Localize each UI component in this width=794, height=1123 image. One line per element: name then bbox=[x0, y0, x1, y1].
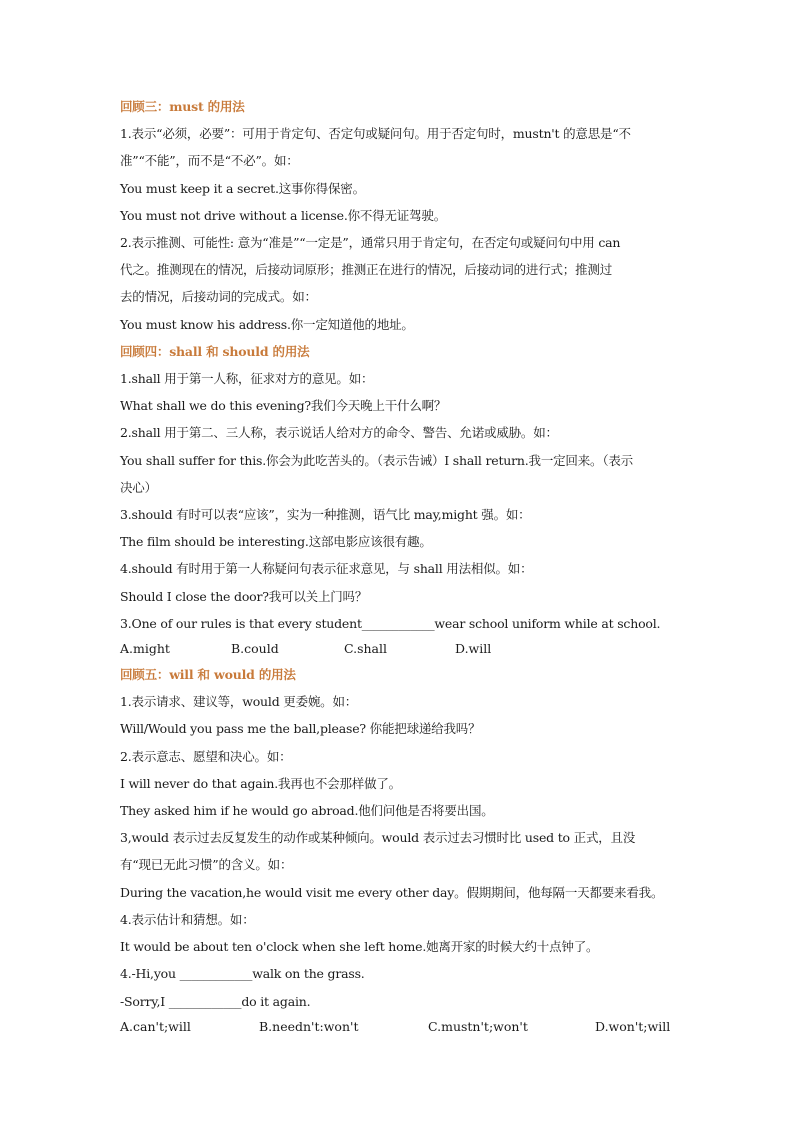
paragraph-line: 代之。推测现在的情况，后接动词原形；推测正在进行的情况，后接动词的进行式；推测过 bbox=[120, 262, 613, 278]
paragraph-line: 去的情况，后接动词的完成式。如： bbox=[120, 289, 317, 305]
example-sentence: Will/Would you pass me the ball,please? 你能把球递给我吗？ bbox=[120, 721, 481, 737]
paragraph-line: 1.shall 用于第一人称，征求对方的意见。如： bbox=[120, 371, 374, 387]
example-sentence: The film should be interesting.这部电影应该很有趣。 bbox=[120, 534, 432, 550]
example-sentence: You must know his address.你一定知道他的地址。 bbox=[120, 316, 414, 332]
paragraph-line: 有“现已无此习惯”的含义。如： bbox=[120, 857, 293, 873]
exercise-question-4-reply: -Sorry,I ____________do it again. bbox=[120, 993, 311, 1009]
paragraph-line: 2.表示推测、可能性: 意为“准是”“一定是”，通常只用于肯定句，在否定句或疑问句中用 can bbox=[120, 235, 621, 251]
example-sentence: It would be about ten o'clock when she left home.她离开家的时候大约十点钟了。 bbox=[120, 939, 599, 955]
example-sentence: What shall we do this evening?我们今天晚上干什么啊？ bbox=[120, 398, 447, 414]
option-a: A.can't;will bbox=[120, 1018, 191, 1034]
question-3-options bbox=[120, 637, 680, 661]
paragraph-line: 1.表示请求、建议等，would 更委婉。如： bbox=[120, 694, 358, 710]
option-c: C.mustn't;won't bbox=[428, 1018, 528, 1034]
section-heading-will-would: 回顾五：will 和 would 的用法 bbox=[120, 667, 296, 683]
paragraph-line: 准”“不能”，而不是“不必”。如： bbox=[120, 153, 299, 169]
section-heading-shall-should: 回顾四：shall 和 should 的用法 bbox=[120, 343, 310, 359]
paragraph-line: 4.表示估计和猜想。如： bbox=[120, 911, 255, 927]
example-sentence: They asked him if he would go abroad.他们问他是否将要出国。 bbox=[120, 803, 494, 819]
paragraph-line: 3,would 表示过去反复发生的动作或某种倾向。would 表示过去习惯时比 used to 正式，且没 bbox=[120, 830, 636, 846]
option-d: D.will bbox=[455, 641, 492, 657]
paragraph-line: 4.should 有时用于第一人称疑问句表示征求意见，与 shall 用法相似。如： bbox=[120, 561, 533, 577]
paragraph-line: 3.should 有时可以表“应该”，实为一种推测，语气比 may,might 强。如： bbox=[120, 507, 531, 523]
exercise-question-4: 4.-Hi,you ____________walk on the grass. bbox=[120, 966, 365, 982]
option-d: D.won't;will bbox=[595, 1018, 671, 1034]
example-sentence: You must not drive without a license.你不得无证驾驶。 bbox=[120, 207, 447, 223]
example-sentence: You must keep it a secret.这事你得保密。 bbox=[120, 180, 365, 196]
option-a: A.might bbox=[120, 641, 170, 657]
paragraph-line: 2.shall 用于第二、三人称，表示说话人给对方的命令、警告、允诺或威胁。如： bbox=[120, 425, 558, 441]
option-b: B.could bbox=[231, 641, 279, 657]
example-sentence: I will never do that again.我再也不会那样做了。 bbox=[120, 775, 401, 791]
option-c: C.shall bbox=[344, 641, 388, 657]
example-sentence: You shall suffer for this.你会为此吃苦头的。（表示告诫）I shall return.我一定回来。（表示 bbox=[120, 452, 633, 468]
option-b: B.needn't:won't bbox=[259, 1018, 359, 1034]
section-heading-must: 回顾三：must 的用法 bbox=[120, 99, 245, 114]
paragraph-line: 2.表示意志、愿望和决心。如： bbox=[120, 748, 292, 764]
example-sentence: During the vacation,he would visit me every other day。假期期间，他每隔一天都要来看我。 bbox=[120, 884, 664, 900]
question-4-options bbox=[120, 1015, 680, 1039]
exercise-question-3: 3.One of our rules is that every student____________wear school uniform while at school. bbox=[120, 615, 661, 631]
paragraph-line: 决心） bbox=[120, 479, 157, 495]
example-sentence: Should I close the door?我可以关上门吗？ bbox=[120, 588, 368, 604]
paragraph-line: 1.表示“必须，必要”：可用于肯定句、否定句或疑问句。用于否定句时，mustn't 的意思是“不 bbox=[120, 126, 631, 142]
document-body bbox=[120, 93, 680, 1039]
